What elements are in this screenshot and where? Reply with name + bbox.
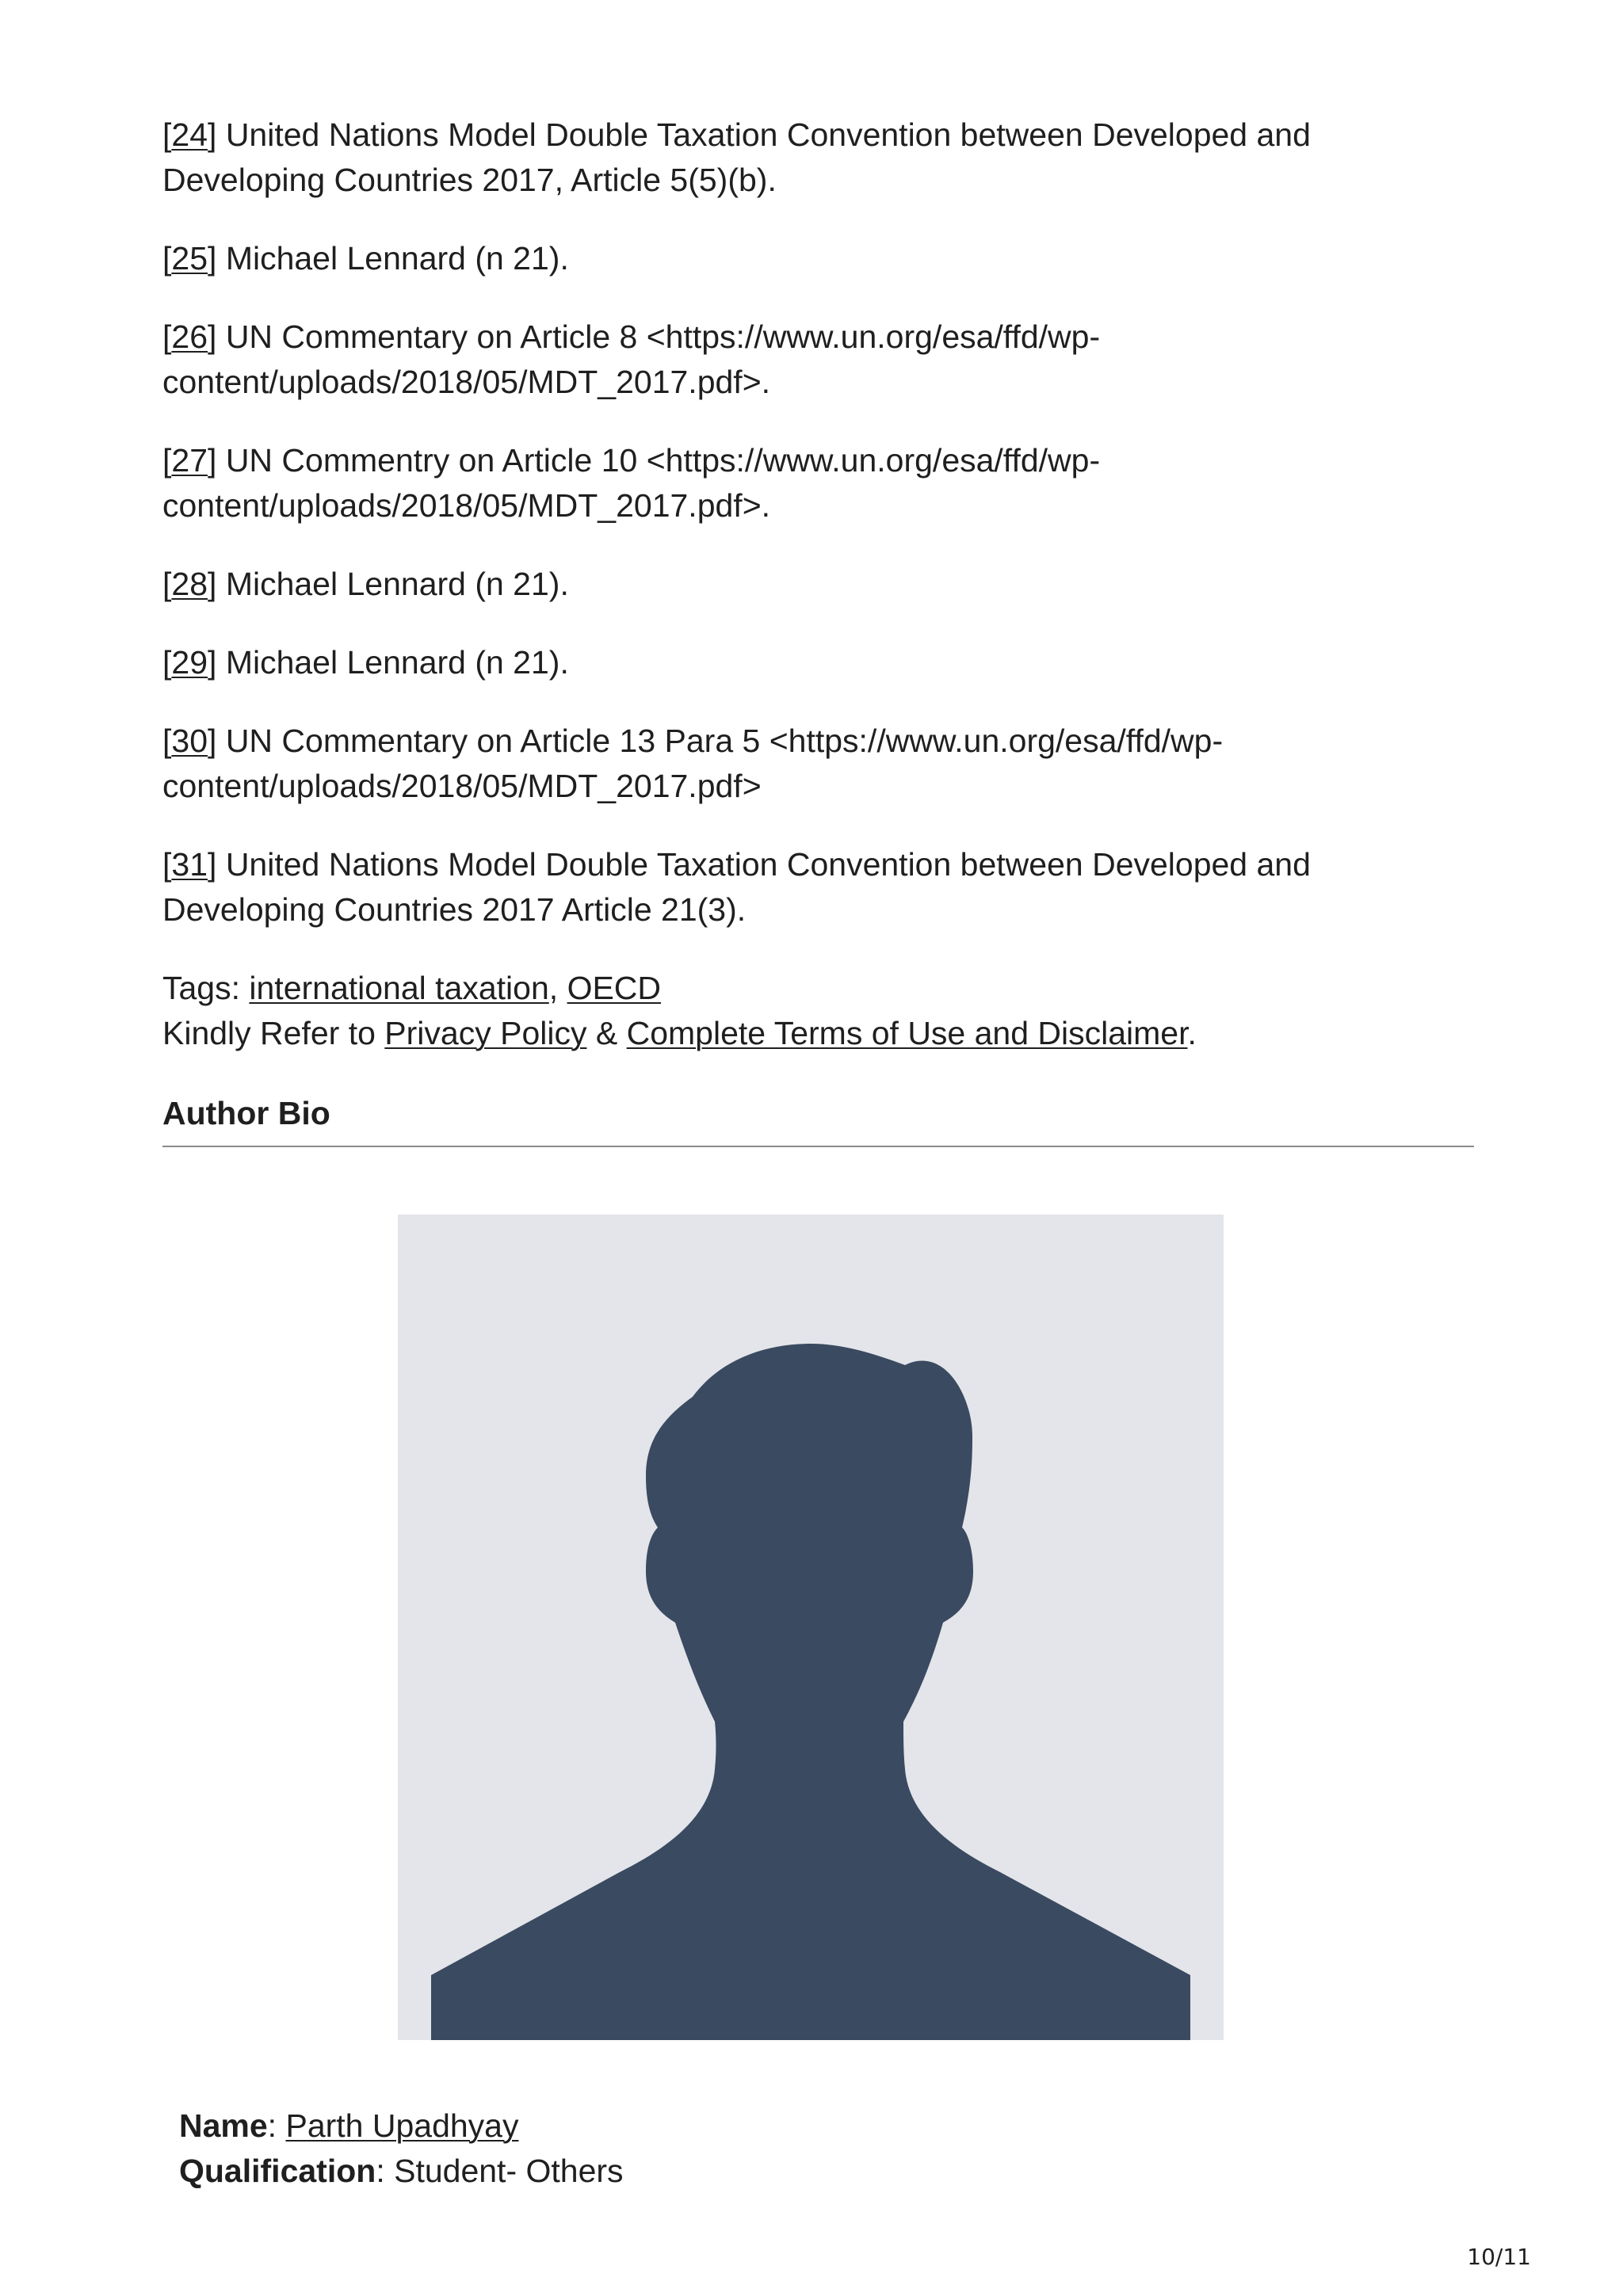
footnote-link[interactable]: 29 bbox=[171, 644, 208, 681]
tags-separator: , bbox=[548, 970, 567, 1006]
tags-label: Tags: bbox=[162, 970, 250, 1006]
footnote: [25] Michael Lennard (n 21). bbox=[162, 240, 569, 277]
footnote-text: UN Commentary on Article 8 <https://www.un.org/esa/ffd/wp-content/uploads/2018/05/MDT_2017.pdf>. bbox=[162, 318, 1101, 400]
footnote: [31] United Nations Model Double Taxation Convention between Developed and Developing Countries 2017 Article 21(3). bbox=[162, 846, 1311, 928]
footnote-text: United Nations Model Double Taxation Convention between Developed and Developing Countries 2017 Article 21(3). bbox=[162, 846, 1311, 928]
footnote: [27] UN Commentry on Article 10 <https://www.un.org/esa/ffd/wp-content/uploads/2018/05/MDT_2017.pdf>. bbox=[162, 442, 1101, 524]
author-qualification-label: Qualification bbox=[179, 2153, 376, 2189]
footnote: [26] UN Commentary on Article 8 <https://www.un.org/esa/ffd/wp-content/uploads/2018/05/MDT_2017.pdf>. bbox=[162, 318, 1101, 400]
footnote-link[interactable]: 24 bbox=[171, 116, 208, 153]
tags-line bbox=[162, 966, 1474, 1011]
footnote-text: Michael Lennard (n 21). bbox=[216, 240, 569, 277]
author-qualification-row: Qualification: Student- Others bbox=[179, 2153, 624, 2189]
author-name-link[interactable]: Parth Upadhyay bbox=[285, 2107, 519, 2144]
article-footnotes bbox=[162, 113, 1474, 1147]
footnote-text: Michael Lennard (n 21). bbox=[216, 566, 569, 602]
footnote-link[interactable]: 28 bbox=[171, 566, 208, 602]
footnote-link[interactable]: 31 bbox=[171, 846, 208, 883]
page-number: 10/11 bbox=[1467, 2244, 1531, 2270]
footnote-link[interactable]: 30 bbox=[171, 723, 208, 759]
footnote-text: UN Commentry on Article 10 <https://www.un.org/esa/ffd/wp-content/uploads/2018/05/MDT_2017.pdf>. bbox=[162, 442, 1101, 524]
author-qualification-value: Student- Others bbox=[394, 2153, 624, 2189]
tag-link[interactable]: OECD bbox=[567, 970, 662, 1006]
tag-link[interactable]: international taxation bbox=[249, 970, 549, 1006]
footnote-text: UN Commentary on Article 13 Para 5 <https://www.un.org/esa/ffd/wp-content/uploads/2018/05/MDT_2017.pdf> bbox=[162, 723, 1224, 804]
footnote: [24] United Nations Model Double Taxation Convention between Developed and Developing Countries 2017, Article 5(5)(b). bbox=[162, 116, 1311, 198]
author-name-row: Name: Parth Upadhyay bbox=[179, 2107, 519, 2144]
footnote-text: Michael Lennard (n 21). bbox=[216, 644, 569, 681]
author-info bbox=[179, 2103, 624, 2194]
privacy-policy-link[interactable]: Privacy Policy bbox=[384, 1015, 587, 1051]
terms-link[interactable]: Complete Terms of Use and Disclaimer bbox=[626, 1015, 1188, 1051]
footnote: [30] UN Commentary on Article 13 Para 5 <https://www.un.org/esa/ffd/wp-content/uploads/2018/05/MDT_2017.pdf> bbox=[162, 723, 1224, 804]
refer-suffix: . bbox=[1187, 1015, 1197, 1051]
user-silhouette-icon bbox=[398, 1215, 1224, 2040]
author-avatar bbox=[398, 1215, 1224, 2040]
footnote-link[interactable]: 27 bbox=[171, 442, 208, 479]
footnote-link[interactable]: 25 bbox=[171, 240, 208, 277]
refer-line bbox=[162, 1011, 1474, 1056]
author-name-label: Name bbox=[179, 2107, 268, 2144]
footnote-link[interactable]: 26 bbox=[171, 318, 208, 355]
footnote: [29] Michael Lennard (n 21). bbox=[162, 644, 569, 681]
refer-prefix: Kindly Refer to bbox=[162, 1015, 385, 1051]
author-bio-heading: Author Bio bbox=[162, 1091, 1474, 1147]
footnote-text: United Nations Model Double Taxation Convention between Developed and Developing Countries 2017, Article 5(5)(b). bbox=[162, 116, 1311, 198]
refer-middle: & bbox=[586, 1015, 627, 1051]
footnote: [28] Michael Lennard (n 21). bbox=[162, 566, 569, 602]
